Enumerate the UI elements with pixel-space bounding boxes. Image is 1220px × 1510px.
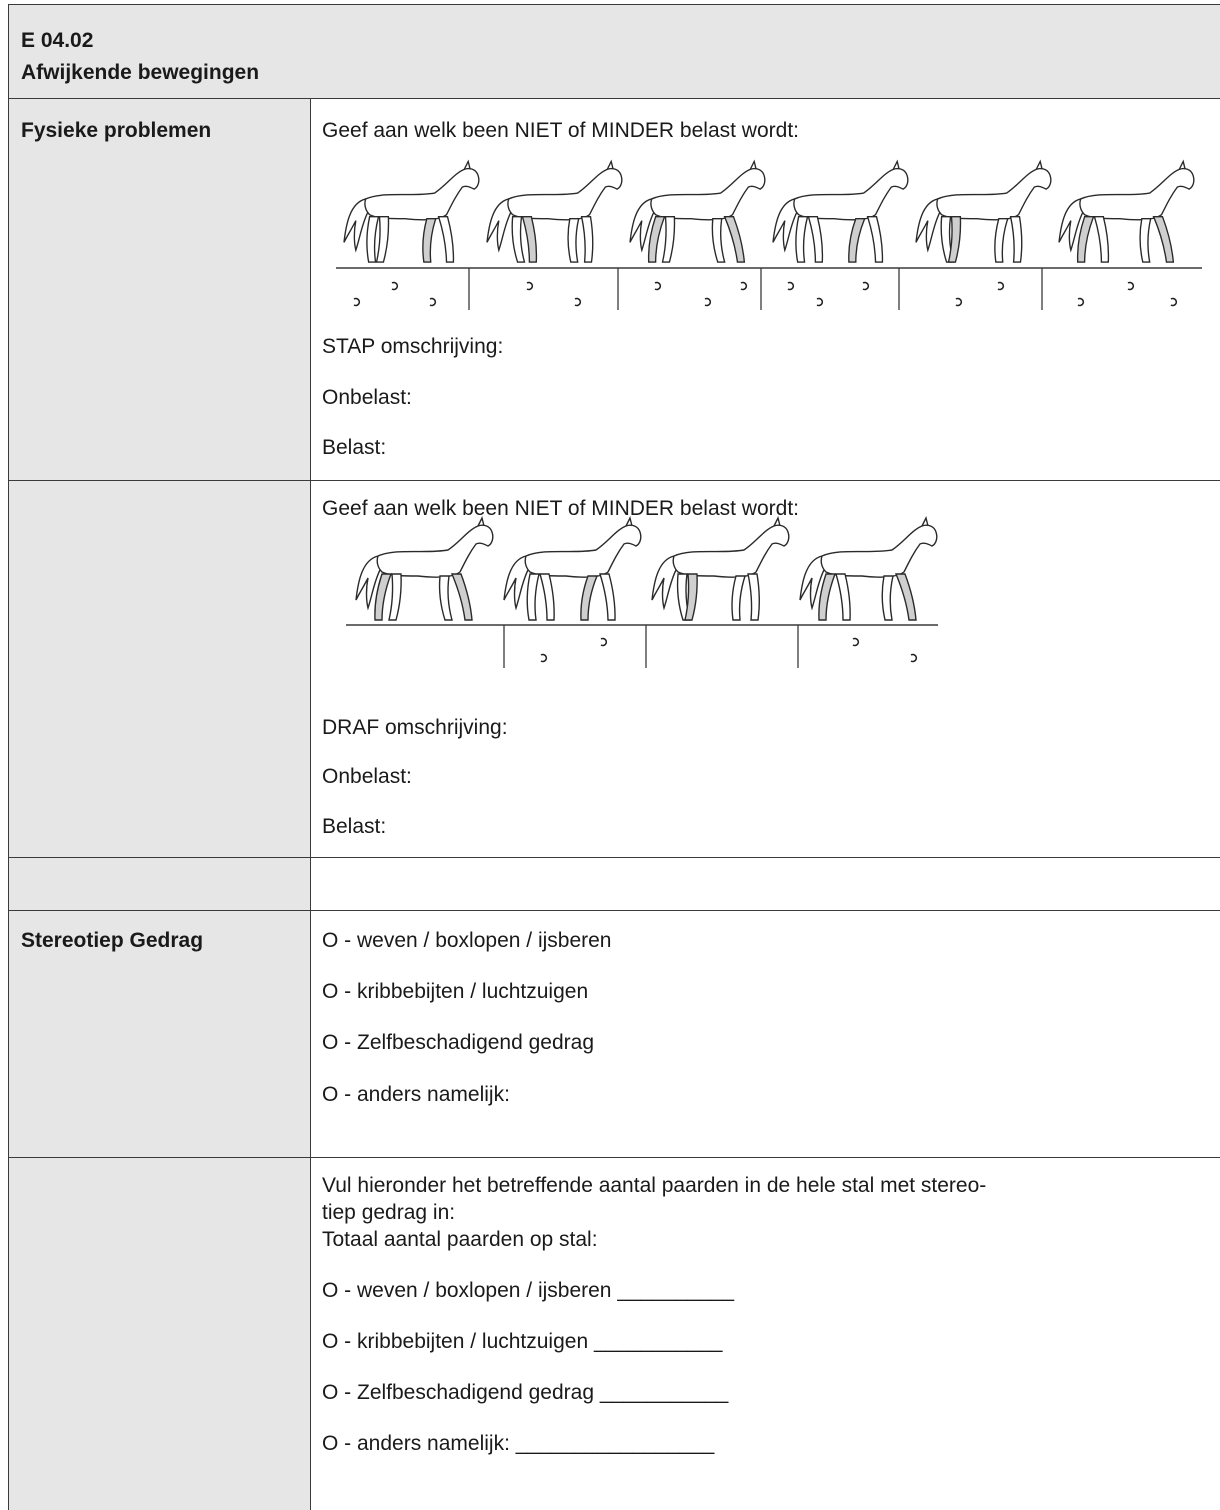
horseshoe-icon bbox=[863, 283, 868, 290]
horseshoe-icon bbox=[998, 283, 1003, 290]
count-option-1[interactable]: O - weven / boxlopen / ijsberen __________ bbox=[322, 1279, 735, 1302]
stap-loaded-label: Belast: bbox=[322, 436, 387, 459]
draf-loaded-label: Belast: bbox=[322, 815, 387, 838]
horseshoe-icon bbox=[1128, 283, 1133, 290]
stap-description-label: STAP omschrijving: bbox=[322, 335, 504, 358]
section-label-stereotiep-gedrag: Stereotiep Gedrag bbox=[21, 929, 204, 952]
horseshoe-icon bbox=[788, 283, 793, 290]
stereotiep-option-3[interactable]: O - Zelfbeschadigend gedrag bbox=[322, 1031, 595, 1054]
horseshoe-icon bbox=[601, 639, 606, 646]
horse-figure-stap-1 bbox=[344, 161, 479, 262]
horseshoe-icon bbox=[853, 639, 858, 646]
horse-figure-draf-1 bbox=[356, 518, 493, 620]
horse-figure-stap-4 bbox=[773, 161, 908, 262]
horseshoe-icon bbox=[527, 283, 532, 290]
count-option-2[interactable]: O - kribbebijten / luchtzuigen ___________ bbox=[322, 1330, 723, 1353]
horseshoe-icon bbox=[541, 655, 546, 662]
draf-instruction: Geef aan welk been NIET of MINDER belast wordt: bbox=[322, 497, 799, 520]
count-intro-line-1: Vul hieronder het betreffende aantal paarden in de hele stal met stereo- bbox=[322, 1174, 987, 1197]
horseshoe-icon bbox=[741, 283, 746, 290]
form-title: Afwijkende bewegingen bbox=[21, 61, 260, 84]
horseshoe-icon bbox=[705, 299, 710, 306]
stap-unloaded-label: Onbelast: bbox=[322, 386, 412, 409]
form-sheet bbox=[8, 4, 1220, 1510]
stereotiep-option-2[interactable]: O - kribbebijten / luchtzuigen bbox=[322, 980, 589, 1003]
horseshoe-icon bbox=[1171, 299, 1176, 306]
horseshoe-icon bbox=[911, 655, 916, 662]
horse-figure-draf-3 bbox=[652, 518, 789, 620]
horseshoe-icon bbox=[575, 299, 580, 306]
horse-figure-stap-3 bbox=[630, 161, 765, 262]
horseshoe-icon bbox=[655, 283, 660, 290]
stereotiep-option-4[interactable]: O - anders namelijk: bbox=[322, 1083, 510, 1106]
section-label-fysieke-problemen: Fysieke problemen bbox=[21, 119, 212, 142]
label-column-background bbox=[8, 98, 310, 1510]
count-intro-line-2: tiep gedrag in: bbox=[322, 1201, 456, 1224]
horse-figure-draf-2 bbox=[504, 518, 641, 620]
form-code: E 04.02 bbox=[21, 29, 94, 52]
stereotiep-option-1[interactable]: O - weven / boxlopen / ijsberen bbox=[322, 929, 612, 952]
horse-figure-draf-4 bbox=[800, 518, 937, 620]
count-option-3[interactable]: O - Zelfbeschadigend gedrag ___________ bbox=[322, 1381, 729, 1404]
horseshoe-icon bbox=[430, 299, 435, 306]
horseshoe-icon bbox=[817, 299, 822, 306]
draf-description-label: DRAF omschrijving: bbox=[322, 716, 508, 739]
horse-figure-stap-5 bbox=[916, 161, 1051, 262]
horse-figure-stap-6 bbox=[1059, 161, 1194, 262]
stap-horse-figures bbox=[344, 161, 1194, 262]
draf-unloaded-label: Onbelast: bbox=[322, 765, 412, 788]
horseshoe-icon bbox=[1078, 299, 1083, 306]
count-option-4[interactable]: O - anders namelijk: _________________ bbox=[322, 1432, 715, 1455]
stap-instruction: Geef aan welk been NIET of MINDER belast wordt: bbox=[322, 119, 799, 142]
stap-gait-illustration bbox=[336, 172, 1206, 322]
horseshoe-icon bbox=[354, 299, 359, 306]
horse-figure-stap-2 bbox=[487, 161, 622, 262]
draf-horse-figures bbox=[356, 518, 937, 620]
horseshoe-icon bbox=[392, 283, 397, 290]
horseshoe-icon bbox=[956, 299, 961, 306]
draf-gait-illustration bbox=[346, 538, 946, 678]
total-horses-label: Totaal aantal paarden op stal: bbox=[322, 1228, 598, 1251]
